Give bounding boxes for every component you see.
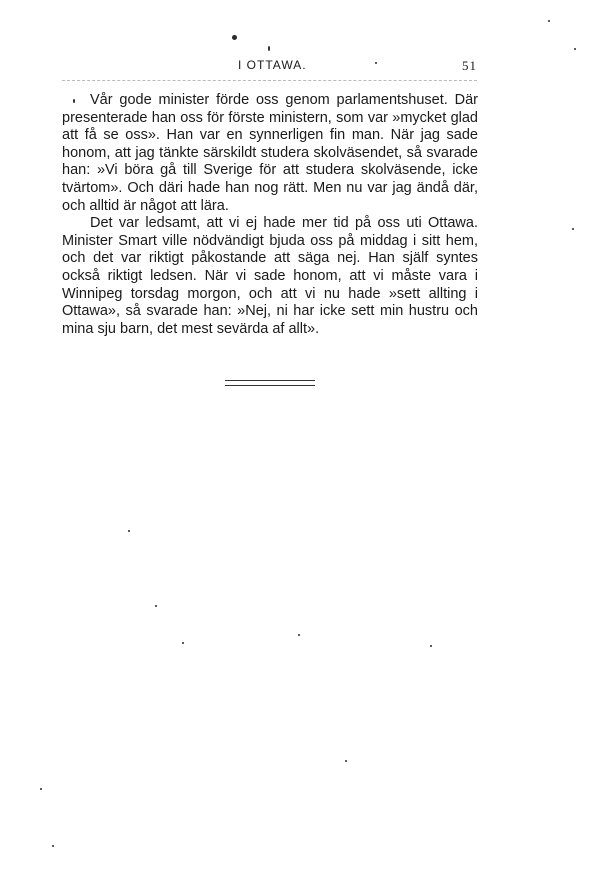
running-header [62, 58, 477, 78]
page-number: 51 [462, 58, 477, 73]
header-rule [62, 80, 477, 81]
ink-speck [40, 788, 42, 790]
running-header-title: I OTTAWA. [238, 58, 307, 72]
paragraph: Vår gode minister förde oss genom parlamentshuset. Där presenterade han oss för förste ministern, som var »mycket glad att få se oss». Han var en synnerligen fin man. När jag sade honom, att jag tänkte särskildt studera skolväsendet, så svarade han: »Vi böra gå till Sverige för att studera skolväsende, icke tvärtom». Och däri hade han nog rätt. Men nu var jag ändå där, och alltid är något att lära. [62, 92, 478, 214]
ink-speck [232, 35, 237, 40]
section-end-rule-line [225, 385, 315, 386]
ink-speck [345, 760, 347, 762]
ink-speck [155, 605, 157, 607]
ink-speck [52, 845, 54, 847]
ink-speck [268, 46, 270, 51]
ink-speck [128, 530, 130, 532]
paragraph: Det var ledsamt, att vi ej hade mer tid på oss uti Ottawa. Minister Smart ville nödvändigt bjuda oss på middag i sitt hem, och det var riktigt påkostande att säga nej. Han själf syntes också riktigt ledsen. När vi sade honom, att vi måste vara i Winnipeg torsdag morgon, och att vi nu hade »sett allting i Ottawa», så svarade han: »Nej, ni har icke sett min hustru och mina sju barn, det mest sevärda af allt». [62, 215, 478, 337]
ink-speck [574, 48, 576, 50]
ink-speck [430, 645, 432, 647]
ink-speck [548, 20, 550, 22]
body-text [62, 92, 478, 338]
ink-speck [182, 642, 184, 644]
ink-speck [572, 228, 574, 230]
ink-speck [298, 634, 300, 636]
section-end-rule-line [225, 380, 315, 381]
